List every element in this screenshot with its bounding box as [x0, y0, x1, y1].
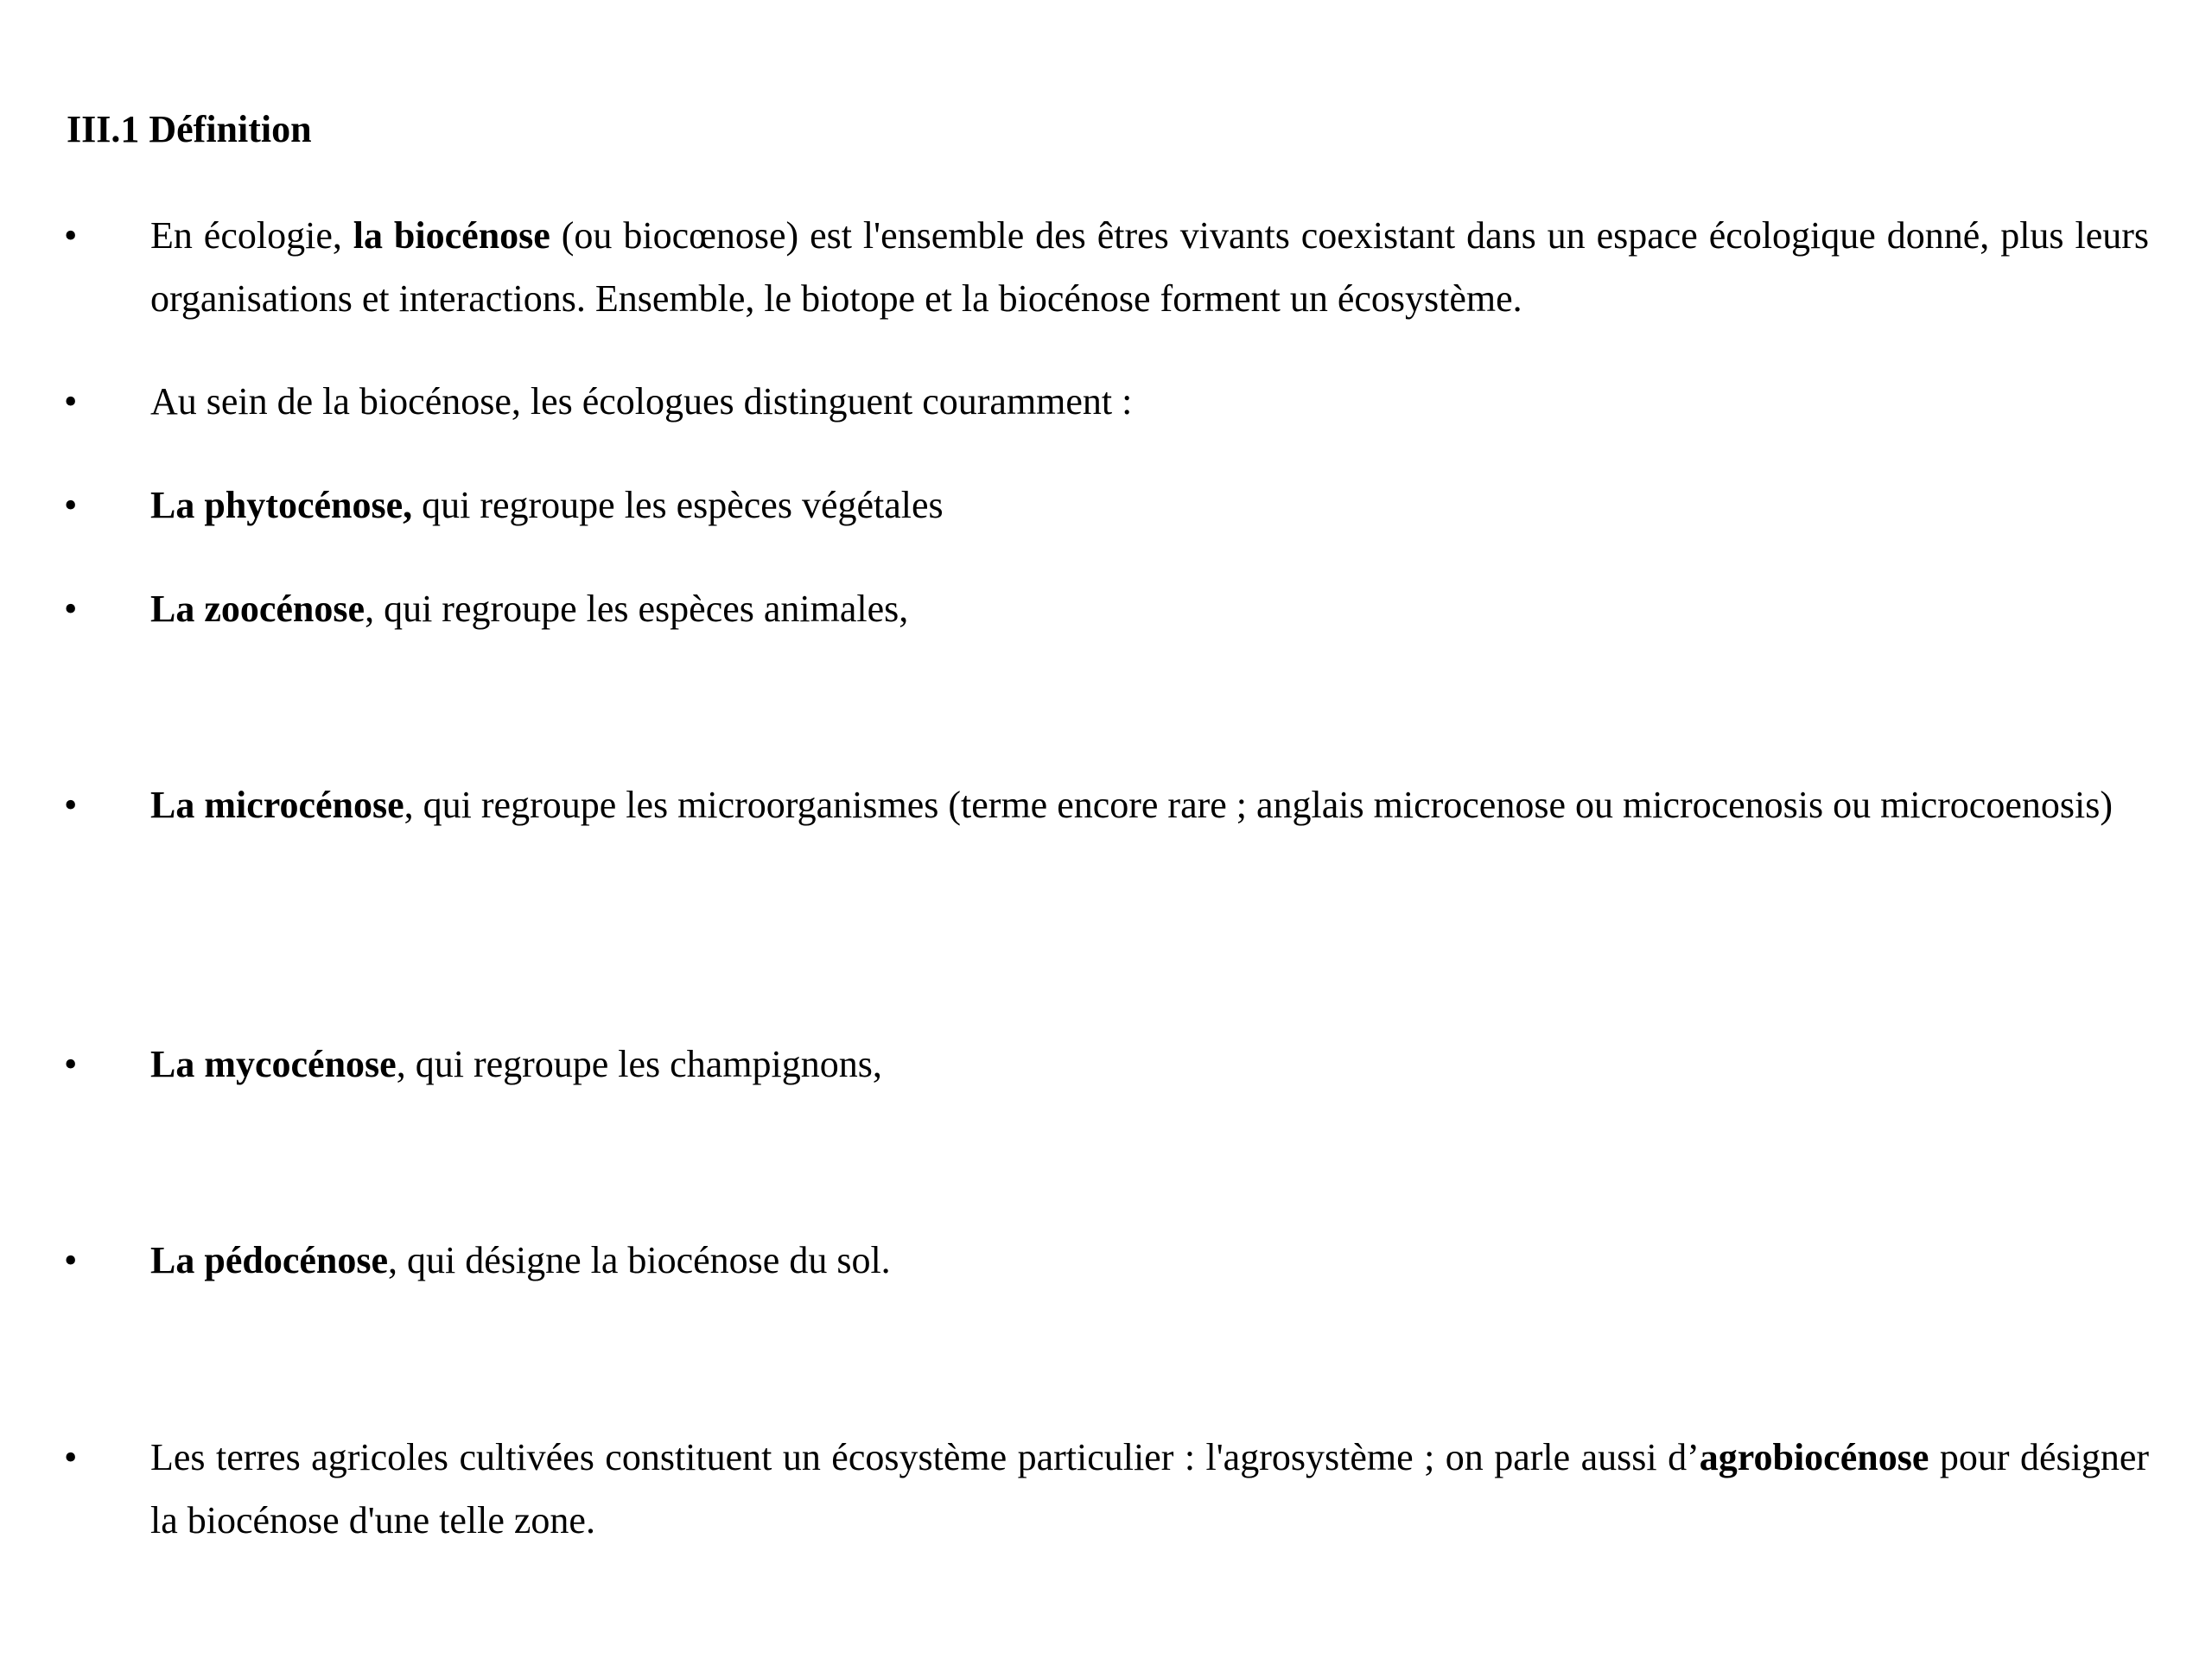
bullet-icon: • [64, 484, 78, 526]
bullet-icon: • [64, 1436, 78, 1478]
bullet-icon: • [64, 380, 78, 423]
bullet-icon: • [64, 1043, 78, 1085]
list-item-text: Les terres agricoles cultivées constituent un écosystème particulier : l'agrosystème ; on parle aussi d’agrobiocénose pour désigner la biocénose d'une telle zone. [150, 1436, 2149, 1541]
list-item-text: La phytocénose, qui regroupe les espèces végétales [150, 484, 944, 526]
section-heading: III.1 Définition [67, 108, 312, 150]
list-item-text: La zoocénose, qui regroupe les espèces animales, [150, 588, 909, 630]
bullet-icon: • [64, 1239, 78, 1281]
list-item-text: La pédocénose, qui désigne la biocénose du sol. [150, 1239, 891, 1281]
bullet-icon: • [64, 784, 78, 826]
bullet-icon: • [64, 588, 78, 630]
list-item-text: La microcénose, qui regroupe les microorganismes (terme encore rare ; anglais microcenose ou microcenosis ou microcoenosis) [150, 784, 2113, 826]
list-item-text: Au sein de la biocénose, les écologues distinguent couramment : [150, 380, 1133, 423]
list-item-text: En écologie, la biocénose (ou biocœnose) est l'ensemble des êtres vivants coexistant dans un espace écologique donné, plus leurs organisations et interactions. Ensemble, le biotope et la biocénose forment un écosystème. [150, 214, 2149, 320]
bullet-icon: • [64, 214, 78, 257]
list-item-text: La mycocénose, qui regroupe les champignons, [150, 1043, 882, 1085]
